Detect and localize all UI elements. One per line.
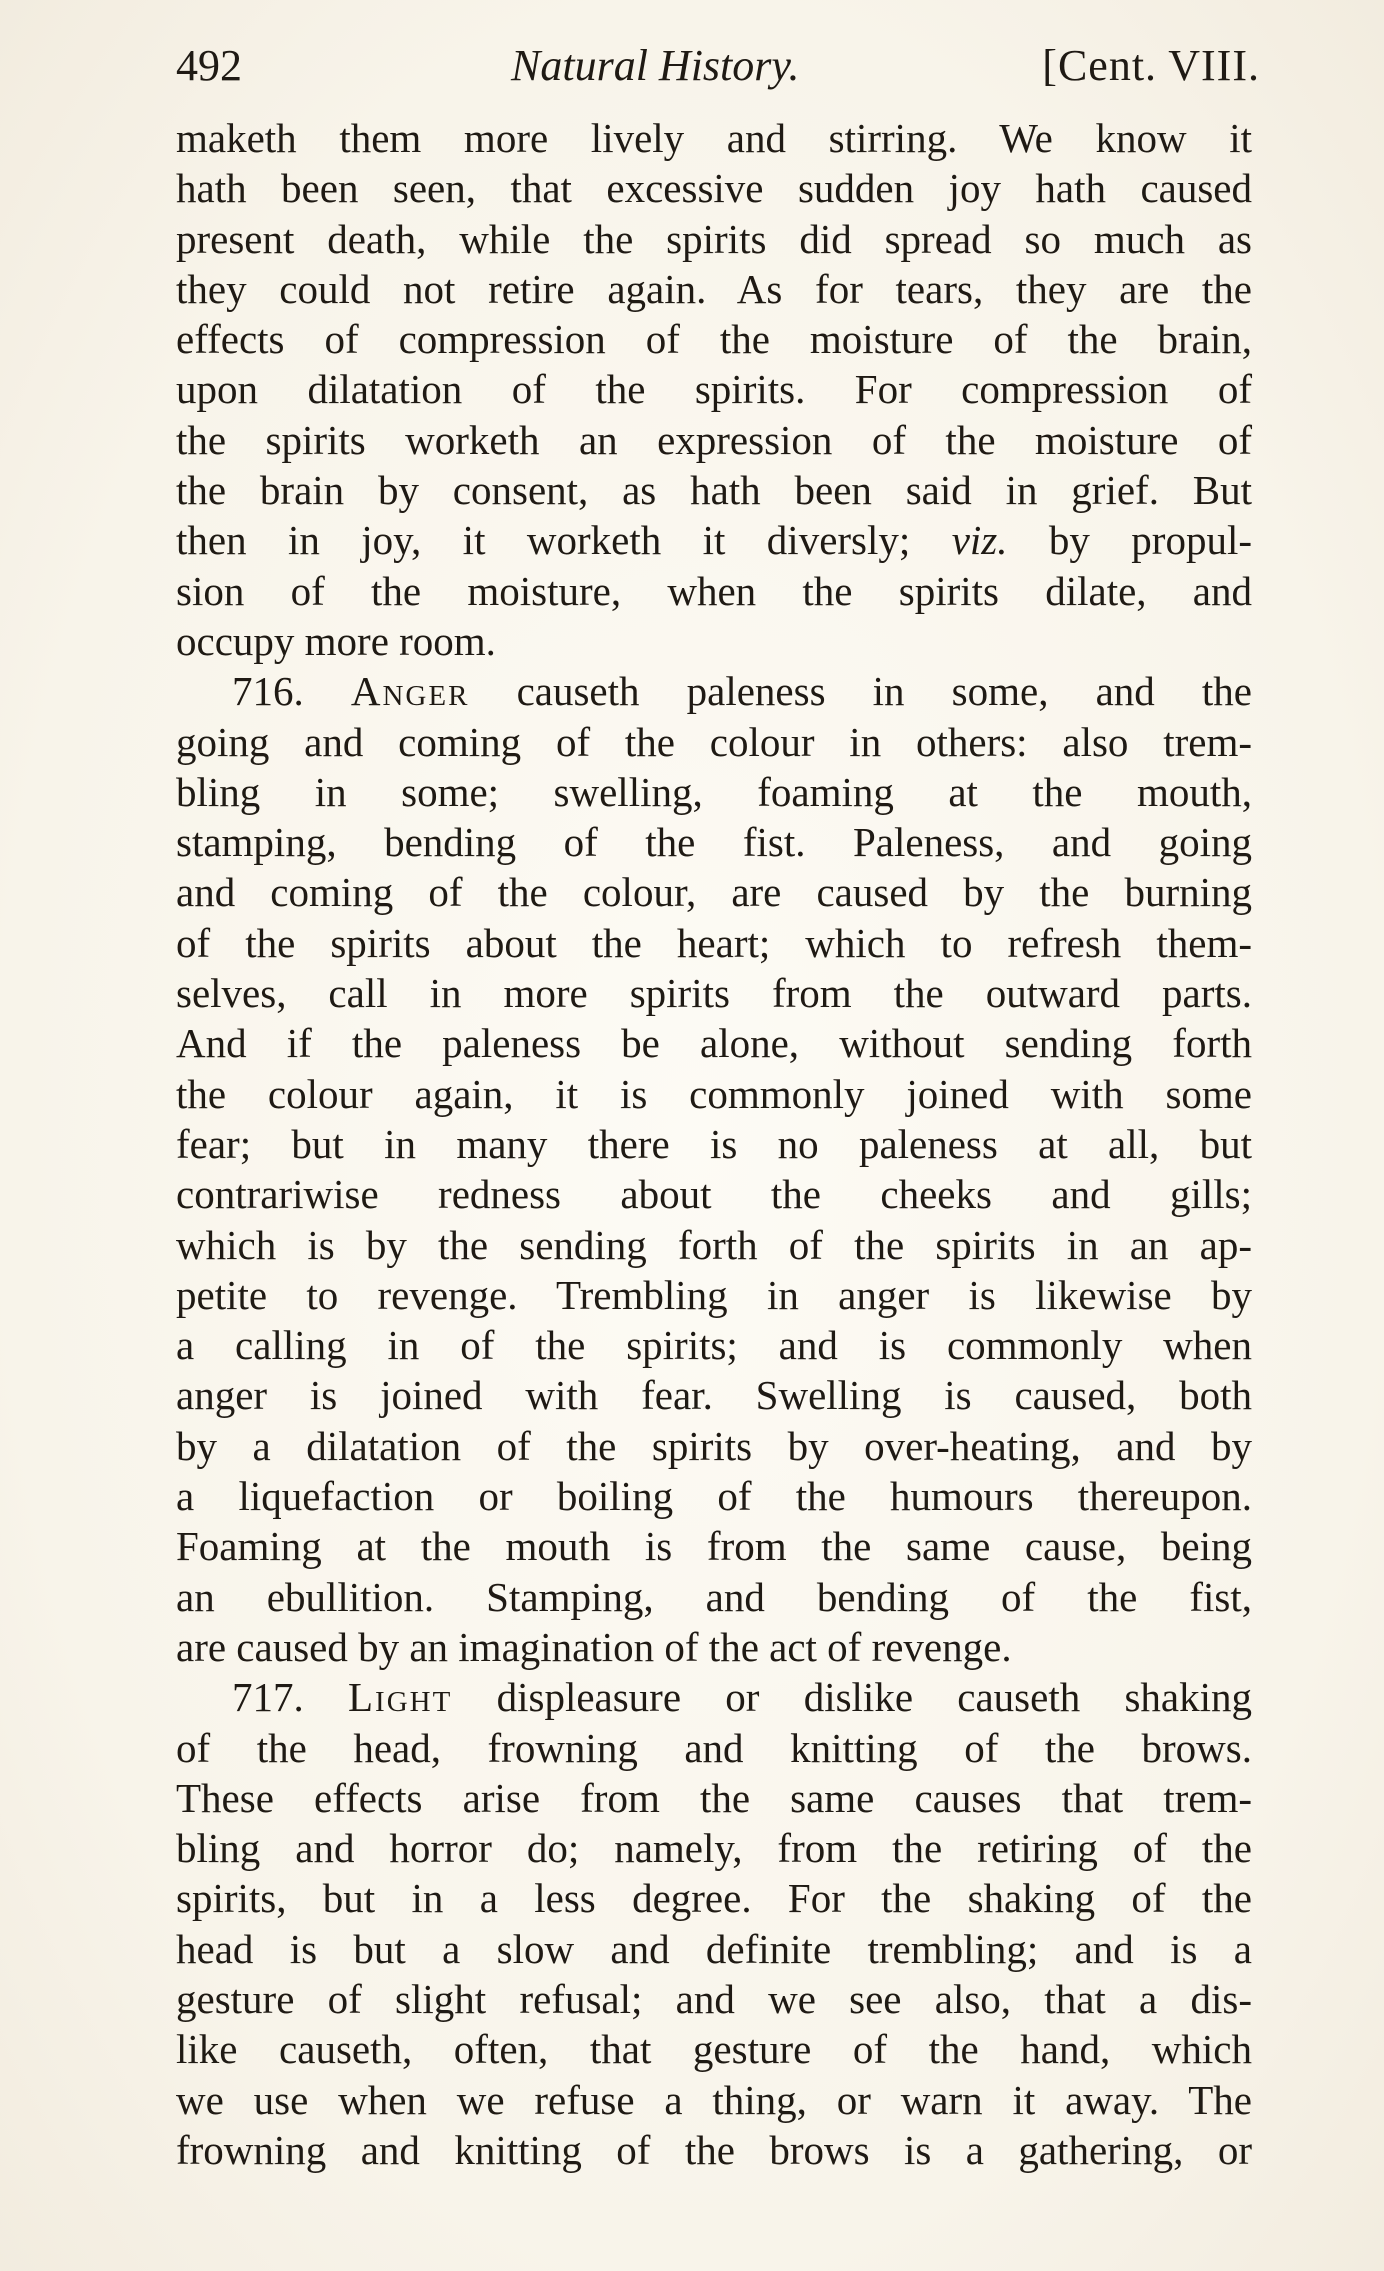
text-line: These effects arise from the same causes that trem- — [176, 1774, 1252, 1821]
running-title: Natural History. — [511, 41, 800, 90]
text-line — [176, 515, 1252, 565]
text-line: of the head, frowning and knitting of the brows. — [176, 1724, 1252, 1771]
text-line: bling in some; swelling, foaming at the mouth, — [176, 768, 1252, 815]
text-line: stamping, bending of the fist. Paleness, and going — [176, 819, 1252, 866]
text-line: of the spirits about the heart; which to refresh them- — [176, 919, 1252, 966]
text-line: Foaming at the mouth is from the same cause, being — [176, 1523, 1252, 1570]
text-line: gesture of slight refusal; and we see also, that a dis- — [176, 1975, 1252, 2022]
text-line: hath been seen, that excessive sudden joy hath caused — [176, 165, 1252, 212]
text-segment: displeasure or dislike causeth shaking — [496, 1674, 1253, 1721]
paragraph-number: 717. — [232, 1674, 304, 1721]
text-line: we use when we refuse a thing, or warn it away. The — [176, 2076, 1252, 2123]
italic-abbreviation: viz. — [951, 517, 1008, 564]
text-line: And if the paleness be alone, without sending forth — [176, 1020, 1252, 1067]
text-line: frowning and knitting of the brows is a gathering, or — [176, 2126, 1252, 2173]
text-line: and coming of the colour, are caused by the burning — [176, 869, 1252, 916]
text-line: the colour again, it is commonly joined with some — [176, 1070, 1252, 1117]
text-segment: by propul- — [1048, 517, 1252, 564]
text-line: petite to revenge. Trembling in anger is likewise by — [176, 1271, 1252, 1318]
text-line: upon dilatation of the spirits. For compression of — [176, 366, 1252, 413]
page-number: 492 — [176, 41, 242, 90]
text-line: a calling in of the spirits; and is commonly when — [176, 1322, 1252, 1369]
century-label: [Cent. VIII. — [1042, 41, 1260, 90]
text-line: like causeth, often, that gesture of the hand, which — [176, 2026, 1252, 2073]
text-segment: then in joy, it worketh it diversly; — [176, 517, 911, 564]
body-text — [176, 113, 1252, 2175]
paragraph-keyword: Anger — [350, 668, 470, 715]
text-line: maketh them more lively and stirring. We know it — [176, 115, 1252, 161]
paragraph-716-first-line — [176, 666, 1252, 716]
text-line: spirits, but in a less degree. For the shaking of the — [176, 1875, 1252, 1922]
paragraph-717-first-line — [176, 1672, 1252, 1722]
text-line: anger is joined with fear. Swelling is caused, both — [176, 1372, 1252, 1419]
text-line: present death, while the spirits did spread so much as — [176, 215, 1252, 262]
text-segment: causeth paleness in some, and the — [516, 668, 1252, 715]
text-line: they could not retire again. As for tears, they are the — [176, 265, 1252, 312]
text-line: the spirits worketh an expression of the moisture of — [176, 416, 1252, 463]
text-line: fear; but in many there is no paleness at all, but — [176, 1120, 1252, 1167]
text-line: contrariwise redness about the cheeks and gills; — [176, 1171, 1252, 1218]
text-line: bling and horror do; namely, from the retiring of the — [176, 1825, 1252, 1872]
text-line: head is but a slow and definite trembling; and is a — [176, 1925, 1252, 1972]
text-line: occupy more room. — [176, 617, 496, 664]
text-line: effects of compression of the moisture of the brain, — [176, 316, 1252, 363]
paragraph-number: 716. — [232, 668, 304, 715]
text-line: selves, call in more spirits from the outward parts. — [176, 970, 1252, 1017]
text-line: an ebullition. Stamping, and bending of the fist, — [176, 1573, 1252, 1620]
text-line: the brain by consent, as hath been said in grief. But — [176, 467, 1252, 514]
text-line: a liquefaction or boiling of the humours thereupon. — [176, 1473, 1252, 1520]
text-line: going and coming of the colour in others: also trem- — [176, 718, 1252, 765]
text-line: which is by the sending forth of the spirits in an ap- — [176, 1221, 1252, 1268]
paragraph-keyword: Light — [348, 1674, 453, 1721]
text-line: by a dilatation of the spirits by over-heating, and by — [176, 1422, 1252, 1469]
page-header — [176, 36, 1260, 96]
text-line: sion of the moisture, when the spirits dilate, and — [176, 567, 1252, 614]
text-line: are caused by an imagination of the act of revenge. — [176, 1623, 1012, 1670]
